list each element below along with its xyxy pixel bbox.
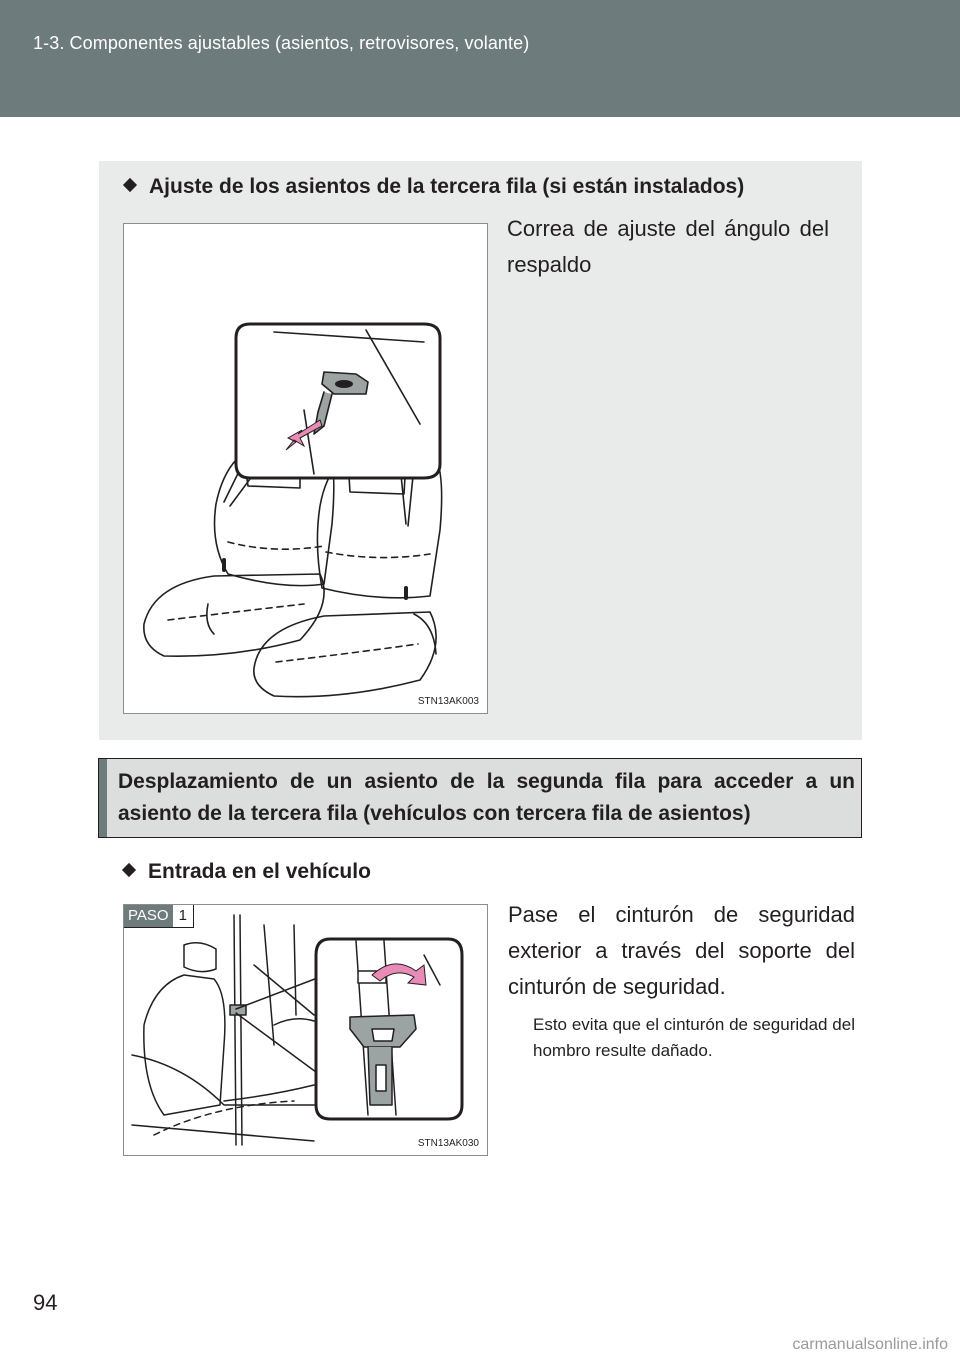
watermark: carmanualsonline.info [792,1336,948,1353]
seatbelt-drawing [124,905,487,1155]
step-note: Esto evita que el cinturón de seguridad del hombro resulte dañado. [533,1015,855,1060]
strap-caption: Correa de ajuste del ángulo del respaldo [507,216,829,277]
seat-drawing [124,224,487,713]
third-row-seat-illustration [123,223,488,714]
figure-code: STN13AK003 [417,696,479,707]
page-number: 94 [33,1290,58,1315]
panel-heading-text: Ajuste de los asientos de la tercera fila (si están instalados) [149,175,745,198]
diamond-bullet-icon [122,863,136,877]
step-word: PASO [124,905,173,927]
entry-heading-text: Entrada en el vehículo [148,860,371,883]
step-badge [124,905,194,928]
diamond-bullet-icon [123,178,137,192]
third-row-adjustment-panel [99,161,862,740]
section-title: Desplazamiento de un asiento de la segunda fila para acceder a un asiento de la tercera fila (vehículos con tercera fila de asientos) [118,770,855,825]
page-header [0,0,960,117]
step-number: 1 [173,905,193,927]
section-title-box [98,758,862,838]
figure-code: STN13AK030 [417,1138,479,1149]
panel-heading [125,175,744,199]
seatbelt-step-illustration [123,904,488,1156]
step-instruction: Pase el cinturón de seguridad exterior a través del soporte del cinturón de seguridad. [508,902,855,999]
section-accent-bar [99,759,107,837]
chapter-title: 1-3. Componentes ajustables (asientos, retrovisores, volante) [33,33,530,53]
entry-heading [124,860,371,884]
